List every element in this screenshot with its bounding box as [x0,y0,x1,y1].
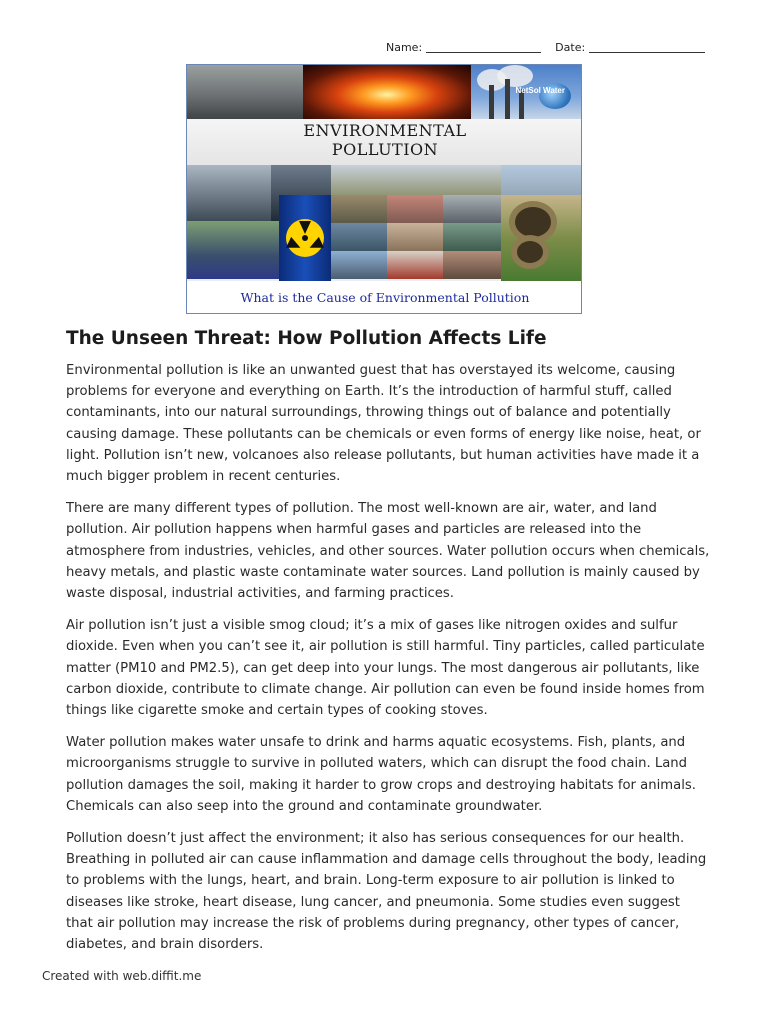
paragraph: There are many different types of pollution. The most well-known are air, water, and land pollution. Air pollution happens when harmful gases and particles are released into the atmosphere from industries, vehicles, and other sources. Water pollution occurs when chemicals, heavy metals, and plastic waste contaminate water sources. Land pollution is mainly caused by waste disposal, industrial activities, and farming practices. [66,501,710,602]
trash-photo [331,195,387,223]
hazmat-worker-photo [187,221,279,279]
paragraph: Pollution doesn’t just affect the environment; it also has serious consequences for our health. Breathing in polluted air can cause inflammation and damage cells throughout the body, leading to problems with the lungs, heart, and brain. Long-term exposure to air pollution is linked to diseases like stroke, heart disease, lung cancer, and pneumonia. Some studies even suggest that air pollution may increase the risk of problems during pregnancy, other types of cancer, diabetes, and brain disorders. [66,831,707,953]
smog-city-photo [187,65,303,119]
banner-title-line2: POLLUTION [331,140,439,159]
paragraph: Environmental pollution is like an unwanted guest that has overstayed its welcome, causing problems for everyone and everything on Earth. It’s the introduction of harmful stuff, called contaminants, into our natural surroundings, throwing things out of balance and potentially causing damage. These pollutants can be chemicals or even forms of energy like noise, heat, or light. Pollution isn’t new, volcanoes also release pollutants, but human activities have made it a much bigger problem in recent centuries. [66,363,701,485]
date-label: Date: [555,40,586,54]
sewage-pipes-photo [501,195,582,281]
warning-sign-photo [387,251,443,279]
banner-title-line1: ENVIRONMENTAL [303,121,467,140]
paragraph: Water pollution makes water unsafe to drink and harms aquatic ecosystems. Fish, plants, and microorganisms struggle to survive in polluted waters, which can disrupt the food chain. Land pollution damages the soil, making it harder to grow crops and destroying habitats for animals. Chemicals can also seep into the ground and contaminate groundwater. [66,735,696,814]
article-body [66,360,710,966]
explosion-photo [303,65,471,119]
article-heading: The Unseen Threat: How Pollution Affects Life [66,328,547,349]
radioactive-barrel-photo [279,195,331,281]
radiation-hazard-icon [286,219,324,257]
date-blank [589,41,705,53]
name-label: Name: [386,40,423,54]
garbage-photo [443,251,501,279]
banner-subtitle: What is the Cause of Environmental Pollution [240,290,530,305]
dust-storm-photo [387,223,443,251]
polluted-water-photo [443,223,501,251]
cooling-tower-photo [187,165,271,221]
city-photo [331,251,387,279]
footer-credit: Created with web.diffit.me [42,969,202,983]
logo-text: NetSol Water [515,86,565,95]
waste-pile-photo [443,195,501,223]
banner-subtitle-band [187,281,582,314]
river-pollution-photo [331,223,387,251]
name-blank [426,41,541,53]
banner-collage [186,64,582,314]
name-date-line [386,38,726,56]
debris-photo [387,195,443,223]
paragraph: Air pollution isn’t just a visible smog cloud; it’s a mix of gases like nitrogen oxides and sulfur dioxide. Even when you can’t see it, air pollution is still harmful. Tiny particles, called particulate matter (PM10 and PM2.5), can get deep into your lungs. The most dangerous air pollutants, like carbon dioxide, contribute to climate change. Air pollution can even be found inside homes from things like cigarette smoke and certain types of cooking stoves. [66,618,705,719]
factory-smoke-photo [471,65,582,119]
banner-title-band [187,119,582,165]
